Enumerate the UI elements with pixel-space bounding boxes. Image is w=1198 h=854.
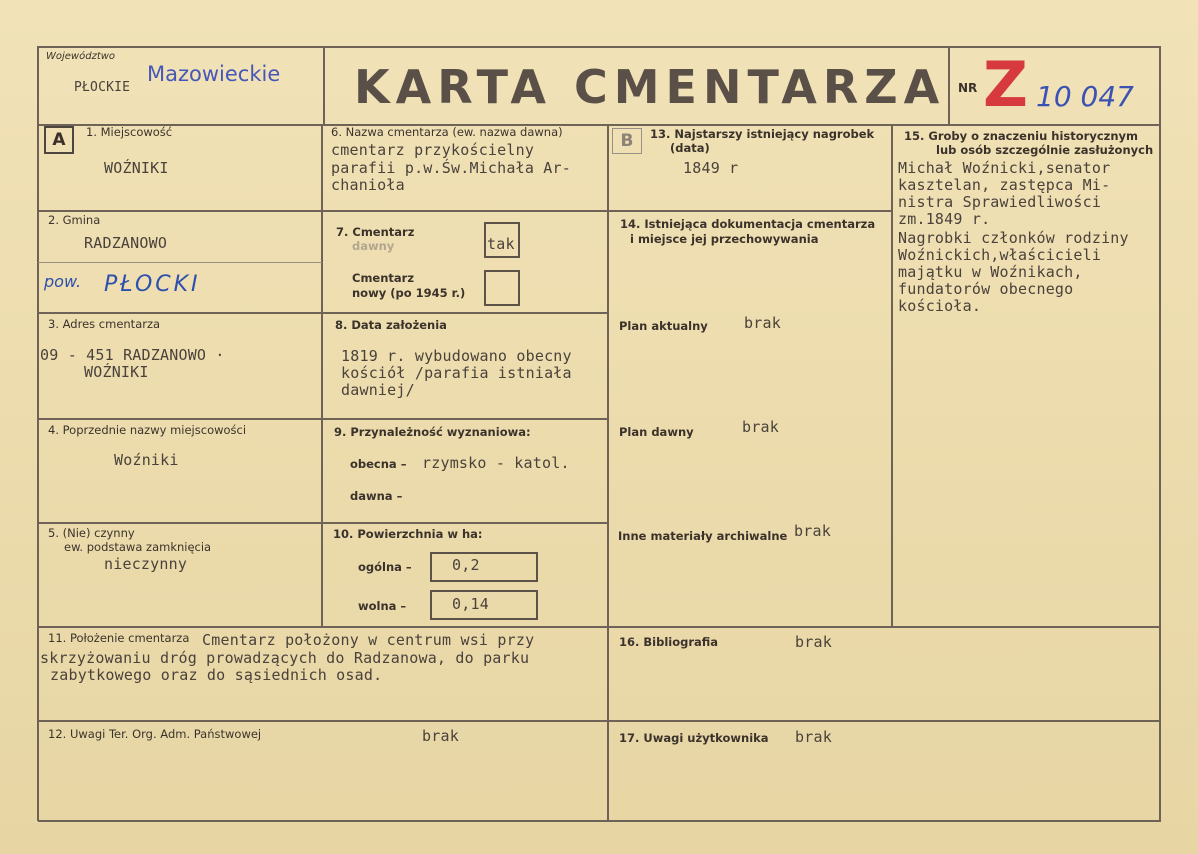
f13-value: 1849 r: [683, 159, 739, 177]
section-b-marker: B: [612, 128, 642, 154]
row-line: [38, 210, 609, 212]
wojewodztwo-label: Województwo: [46, 51, 116, 62]
f10-ogolna-value: 0,2: [452, 556, 480, 574]
section-a-marker: A: [44, 126, 74, 154]
f15-sublabel: lub osób szczególnie zasłużonych: [936, 143, 1154, 157]
f2-pow-prefix: pow.: [44, 272, 82, 291]
f15-line: majątku w Woźnikach,: [898, 263, 1083, 281]
f10-wolna-value: 0,14: [452, 595, 489, 613]
f10-ogolna-box: [430, 552, 538, 582]
f10-label: 10. Powierzchnia w ha:: [333, 527, 483, 541]
row-line: [607, 210, 893, 212]
f2-pow-value: PŁOCKI: [104, 272, 201, 297]
f16-label: 16. Bibliografia: [619, 635, 719, 649]
f6-line2: parafii p.w.Św.Michała Ar-: [331, 159, 571, 177]
f14-inne-label: Inne materiały archiwalne: [618, 529, 788, 543]
f15-label: 15. Groby o znaczeniu historycznym: [904, 129, 1139, 143]
f7-nowy-label: Cmentarz: [352, 271, 415, 285]
f13-sublabel: (data): [670, 141, 710, 155]
f15-line: kasztelan, zastępca Mi-: [898, 176, 1111, 194]
f7-dawny-value: tak: [487, 235, 515, 253]
f2-value: RADZANOWO: [84, 234, 168, 252]
f17-value: brak: [795, 728, 832, 746]
f14-sublabel: i miejsce jej przechowywania: [630, 232, 819, 246]
nr-letter: Z: [983, 48, 1028, 121]
f1-value: WOŹNIKI: [104, 159, 169, 177]
divider: [323, 46, 325, 126]
f7-label: 7. Cmentarz: [336, 225, 415, 239]
f14-label: 14. Istniejąca dokumentacja cmentarza: [620, 217, 876, 231]
f17-label: 17. Uwagi użytkownika: [619, 731, 769, 745]
f3-line1: 09 - 451 RADZANOWO ·: [40, 346, 225, 364]
f12-label: 12. Uwagi Ter. Org. Adm. Państwowej: [48, 727, 262, 741]
row-line: [38, 418, 609, 420]
f9-obecna-value: rzymsko - katol.: [422, 454, 570, 472]
row-line: [38, 522, 609, 524]
f4-label: 4. Poprzednie nazwy miejscowości: [48, 423, 247, 437]
col-divider-3: [891, 124, 893, 628]
row-line: [38, 626, 1160, 628]
f7-nowy-sublabel: nowy (po 1945 r.): [352, 286, 466, 300]
f9-obecna-label: obecna –: [350, 457, 407, 471]
f11-line2: skrzyżowaniu dróg prowadzących do Radzanowa, do parku: [40, 649, 530, 667]
f7-nowy-checkbox: [484, 270, 520, 306]
f15-line: Nagrobki członków rodziny: [898, 229, 1129, 247]
header-bottom-line: [38, 124, 1160, 126]
f8-line2: kościół /parafia istniała: [341, 364, 572, 382]
f1-label: 1. Miejscowość: [86, 125, 173, 139]
f14-plan-dawny-value: brak: [742, 418, 779, 436]
f14-inne-value: brak: [794, 522, 831, 540]
f6-label: 6. Nazwa cmentarza (ew. nazwa dawna): [331, 125, 563, 139]
wojewodztwo-typed: PŁOCKIE: [74, 80, 131, 95]
f14-plan-aktualny-label: Plan aktualny: [619, 319, 708, 333]
frame-right: [1159, 46, 1161, 821]
wojewodztwo-stamp: Mazowieckie: [147, 62, 281, 86]
f6-line3: chanioła: [331, 176, 405, 194]
f8-label: 8. Data założenia: [335, 318, 447, 332]
f3-label: 3. Adres cmentarza: [48, 317, 161, 331]
f15-line: Woźnickich,właścicieli: [898, 246, 1102, 264]
f5-sublabel: ew. podstawa zamknięcia: [64, 540, 212, 554]
row-line: [38, 720, 1160, 722]
f9-dawna-label: dawna –: [350, 489, 403, 503]
f5-value: nieczynny: [104, 555, 188, 573]
f15-line: fundatorów obecnego: [898, 280, 1074, 298]
frame-bottom: [38, 820, 1161, 822]
f15-line: kościoła.: [898, 297, 982, 315]
f15-line: zm.1849 r.: [898, 210, 991, 228]
f10-wolna-label: wolna –: [358, 599, 407, 613]
col-divider-2: [607, 124, 609, 821]
f5-label: 5. (Nie) czynny: [48, 526, 135, 540]
f3-line2: WOŹNIKI: [84, 363, 149, 381]
f11-label: 11. Położenie cmentarza: [48, 631, 190, 645]
nr-handwritten: 10 047: [1036, 80, 1134, 113]
f8-line3: dawniej/: [341, 381, 415, 399]
f8-line1: 1819 r. wybudowano obecny: [341, 347, 572, 365]
row-line: [38, 312, 609, 314]
f11-line1: Cmentarz położony w centrum wsi przy: [202, 631, 535, 649]
f7-dawny-label: dawny: [352, 239, 395, 253]
f6-line1: cmentarz przykościelny: [331, 141, 535, 159]
f2-label: 2. Gmina: [48, 213, 101, 227]
divider: [948, 46, 950, 126]
f10-ogolna-label: ogólna –: [358, 560, 412, 574]
nr-label: NR: [958, 81, 978, 95]
f15-line: Michał Woźnicki,senator: [898, 159, 1111, 177]
f11-line3: zabytkowego oraz do sąsiednich osad.: [50, 666, 383, 684]
f14-plan-aktualny-value: brak: [744, 314, 781, 332]
f13-label: 13. Najstarszy istniejący nagrobek: [650, 127, 875, 141]
f12-value: brak: [422, 727, 459, 745]
f4-value: Woźniki: [114, 451, 179, 469]
f9-label: 9. Przynależność wyznaniowa:: [334, 425, 531, 439]
card-title: KARTA CMENTARZA: [354, 60, 946, 114]
frame-left: [37, 46, 39, 821]
f14-plan-dawny-label: Plan dawny: [619, 425, 694, 439]
f15-line: nistra Sprawiedliwości: [898, 193, 1102, 211]
col-divider-1: [321, 124, 323, 626]
f16-value: brak: [795, 633, 832, 651]
inner-line: [38, 262, 322, 263]
